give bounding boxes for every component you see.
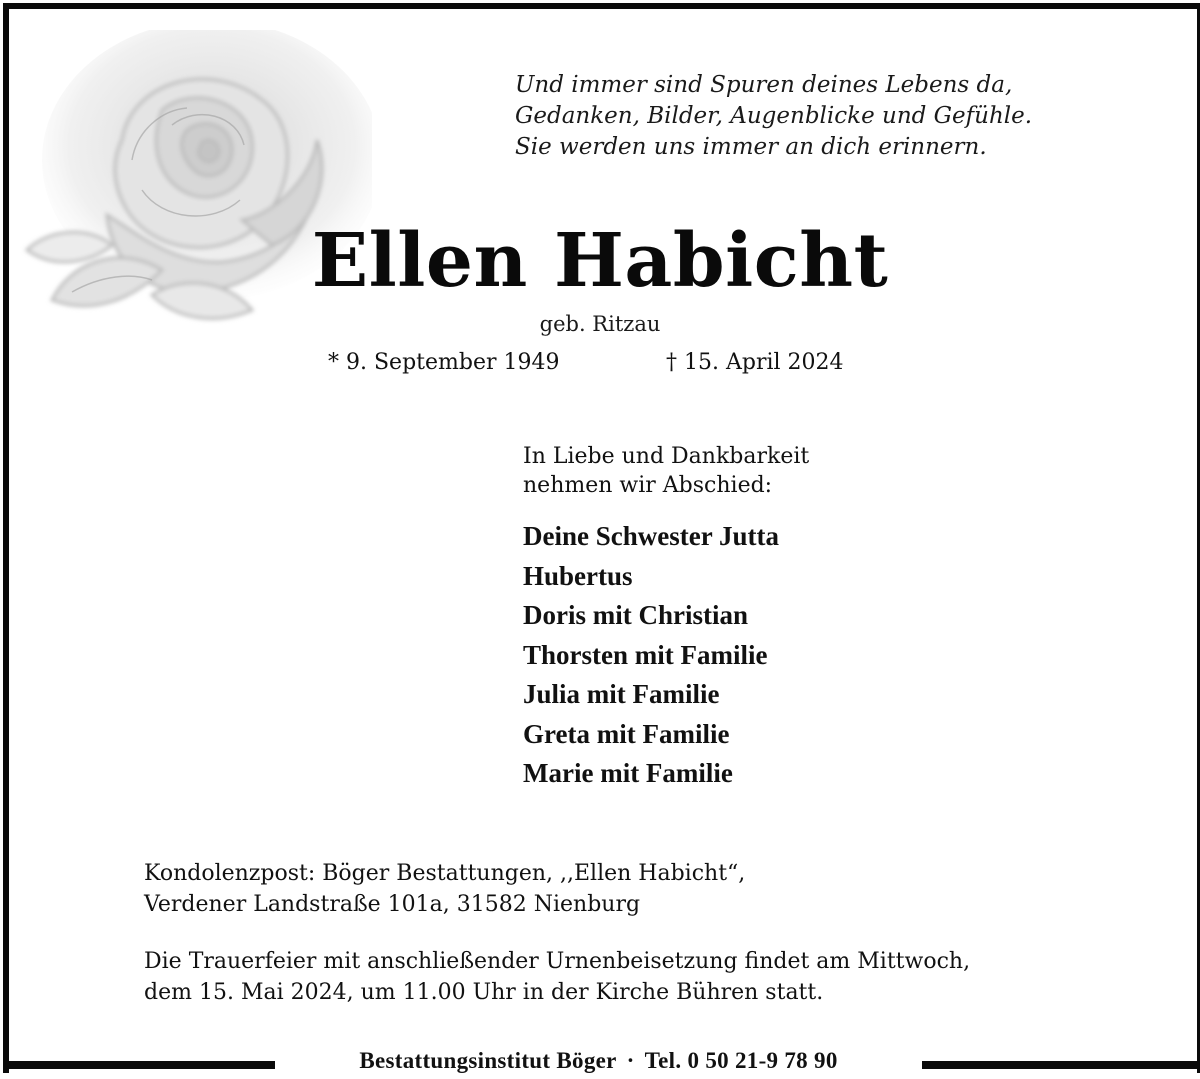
mourner-name: Deine Schwester Jutta bbox=[523, 521, 779, 551]
footer-rule-left bbox=[3, 1061, 275, 1069]
mourner-name: Julia mit Familie bbox=[523, 679, 720, 709]
condolence-address bbox=[144, 858, 745, 920]
ceremony-line: dem 15. Mai 2024, um 11.00 Uhr in der Kirche Bühren statt. bbox=[144, 980, 824, 1005]
maiden-name: geb. Ritzau bbox=[539, 312, 661, 336]
footer-separator: · bbox=[626, 1048, 635, 1073]
poem-line: Gedanken, Bilder, Augenblicke und Gefühle. bbox=[515, 103, 1033, 129]
mourner-name: Hubertus bbox=[523, 560, 633, 591]
birth-date: * 9. September 1949 bbox=[328, 350, 560, 375]
condolence-line: Verdener Landstraße 101a, 31582 Nienburg bbox=[144, 892, 641, 917]
footer-rule-right bbox=[922, 1061, 1197, 1069]
farewell-intro bbox=[523, 442, 809, 500]
ceremony-line: Die Trauerfeier mit anschließender Urnenbeisetzung findet am Mittwoch, bbox=[144, 949, 971, 974]
ceremony-info bbox=[144, 946, 970, 1008]
condolence-line: Kondolenzpost: Böger Bestattungen, ,,Ellen Habicht“, bbox=[144, 861, 746, 886]
poem-line: Sie werden uns immer an dich erinnern. bbox=[515, 134, 987, 160]
mourner-name: Doris mit Christian bbox=[523, 600, 748, 630]
funeral-home-name: Bestattungsinstitut Böger bbox=[359, 1048, 617, 1073]
poem bbox=[515, 70, 1032, 163]
mourner-name: Greta mit Familie bbox=[523, 718, 730, 749]
farewell-intro-line: In Liebe und Dankbarkeit bbox=[523, 444, 810, 469]
mourner-name: Marie mit Familie bbox=[523, 758, 733, 788]
poem-line: Und immer sind Spuren deines Lebens da, bbox=[515, 72, 1013, 98]
mourners-list bbox=[523, 517, 779, 794]
mourner-name: Thorsten mit Familie bbox=[523, 639, 768, 670]
footer bbox=[275, 1048, 922, 1074]
death-date: † 15. April 2024 bbox=[666, 350, 844, 375]
funeral-home-phone: Tel. 0 50 21-9 78 90 bbox=[644, 1048, 838, 1073]
farewell-intro-line: nehmen wir Abschied: bbox=[523, 473, 773, 498]
deceased-name: Ellen Habicht bbox=[311, 218, 889, 304]
